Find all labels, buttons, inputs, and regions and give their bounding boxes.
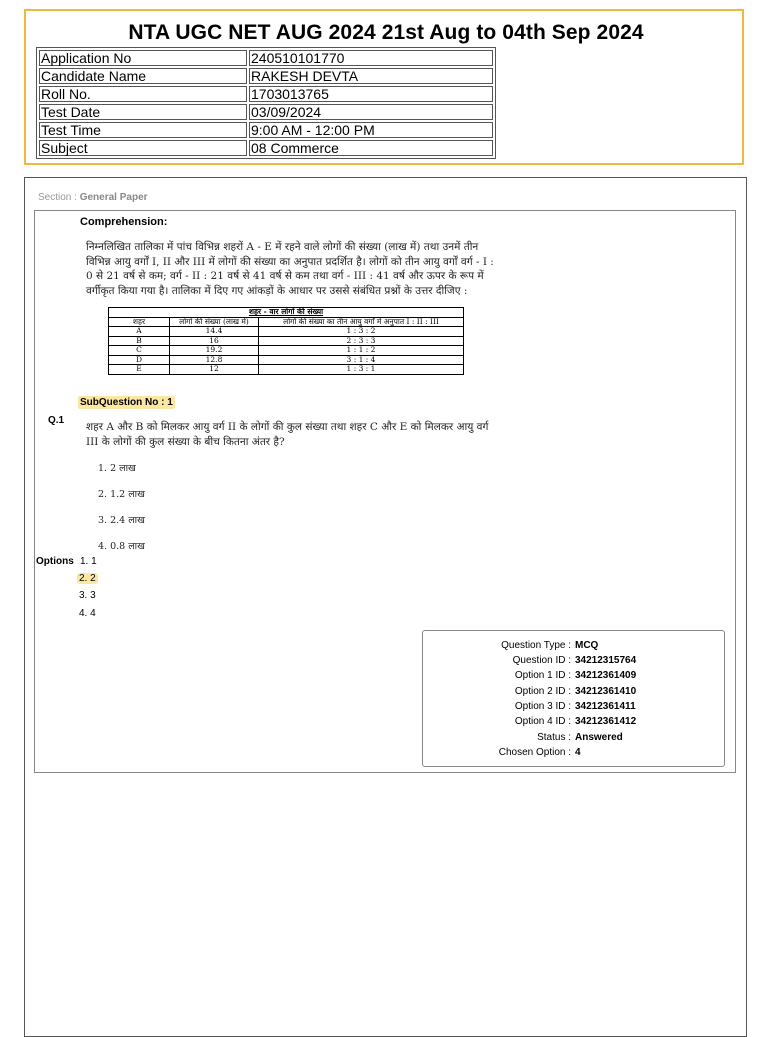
option-item: 4. 4 xyxy=(79,608,96,619)
meta-row xyxy=(422,639,725,652)
section-label xyxy=(38,192,148,203)
table-cell: D xyxy=(109,355,170,365)
table-cell: 14.4 xyxy=(170,327,259,337)
column-header: लोगों की संख्या (लाख में) xyxy=(170,317,259,327)
page-title: NTA UGC NET AUG 2024 21st Aug to 04th Sep 2024 xyxy=(128,21,644,44)
table-cell: 1 : 1 : 2 xyxy=(259,346,464,356)
meta-key: Question Type : xyxy=(501,640,571,651)
table-row xyxy=(39,86,493,102)
question-number: Q.1 xyxy=(48,415,65,426)
meta-value: 34212361409 xyxy=(575,670,637,681)
subquestion-badge: SubQuestion No : 1 xyxy=(80,397,173,408)
answer-choice-4: 4. 0.8 लाख xyxy=(98,541,145,552)
meta-value: 34212361412 xyxy=(575,716,637,727)
table-cell: 3 : 1 : 4 xyxy=(259,355,464,365)
info-key: Application No xyxy=(39,50,247,66)
info-value: 03/09/2024 xyxy=(249,104,493,120)
question-line: शहर A और B को मिलकर आयु वर्ग II के लोगों की कुल संख्या तथा शहर C और E को मिलकर आयु वर्ग xyxy=(86,421,489,433)
table-cell: 2 : 3 : 3 xyxy=(259,336,464,346)
info-value: RAKESH DEVTA xyxy=(249,68,493,84)
city-population-table xyxy=(108,307,464,375)
question-text xyxy=(86,420,526,449)
meta-value: 34212315764 xyxy=(575,655,637,666)
candidate-info-table xyxy=(36,47,496,159)
meta-row xyxy=(422,731,725,744)
meta-row xyxy=(422,715,725,728)
column-header: शहर xyxy=(109,317,170,327)
meta-row xyxy=(422,654,725,667)
meta-row xyxy=(422,746,725,759)
meta-key: Option 2 ID : xyxy=(514,686,571,697)
table-row xyxy=(109,327,464,337)
meta-key: Chosen Option : xyxy=(498,747,571,758)
table-row xyxy=(39,104,493,120)
table-cell: 1 : 3 : 1 xyxy=(259,365,464,375)
table-cell: 19.2 xyxy=(170,346,259,356)
answer-choice-2: 2. 1.2 लाख xyxy=(98,489,145,500)
meta-key: Option 4 ID : xyxy=(514,716,571,727)
option-item: 3. 3 xyxy=(79,590,96,601)
info-value: 08 Commerce xyxy=(249,140,493,156)
table-cell: C xyxy=(109,346,170,356)
info-key: Candidate Name xyxy=(39,68,247,84)
info-key: Subject xyxy=(39,140,247,156)
table-cell: 1 : 3 : 2 xyxy=(259,327,464,337)
meta-key: Question ID : xyxy=(512,655,571,666)
table-row xyxy=(39,68,493,84)
table-cell: B xyxy=(109,336,170,346)
passage-line: निम्नलिखित तालिका में पांच विभिन्न शहरों A - E में रहने वाले लोगों की संख्या (लाख में) तथा उनमें तीन xyxy=(86,241,479,253)
passage-line: विभिन्न आयु वर्गों I, II और III में लोगों की संख्या का अनुपात प्रदर्शित है। लोगों को तीन आयु वर्गों वर्ग - I : xyxy=(86,255,494,268)
table-row xyxy=(39,140,493,156)
question-line: III के लोगों की कुल संख्या के बीच कितना अंतर है? xyxy=(86,435,285,448)
passage-line: 0 से 21 वर्ष से कम; वर्ग - II : 21 वर्ष से 41 वर्ष से कम तथा वर्ग - III : 41 वर्ष और ऊपर के रूप में xyxy=(86,270,484,283)
option-item: 1. 1 xyxy=(80,556,97,567)
table-row xyxy=(39,122,493,138)
column-header: लोगों की संख्या का तीन आयु वर्गों में अनुपात I : II : III xyxy=(259,317,464,327)
header-panel xyxy=(24,9,744,165)
table-row xyxy=(109,346,464,356)
info-value: 240510101770 xyxy=(249,50,493,66)
meta-value: 4 xyxy=(575,747,581,758)
meta-key: Option 3 ID : xyxy=(514,701,571,712)
passage-line: वर्गीकृत किया गया है। तालिका में दिए गए आंकड़ों के आधार पर उससे संबंधित प्रश्नों के उत्तर दीजिए : xyxy=(86,284,468,297)
meta-key: Status : xyxy=(537,732,571,743)
table-cell: E xyxy=(109,365,170,375)
table-row xyxy=(109,365,464,375)
comprehension-label: Comprehension: xyxy=(80,216,168,228)
table-row xyxy=(39,50,493,66)
table-row xyxy=(109,355,464,365)
info-value: 9:00 AM - 12:00 PM xyxy=(249,122,493,138)
meta-value: 34212361410 xyxy=(575,686,637,697)
info-key: Test Date xyxy=(39,104,247,120)
table-caption: शहर - वार लोगों की संख्या xyxy=(109,308,464,318)
meta-row xyxy=(422,685,725,698)
table-caption-row xyxy=(109,308,464,318)
meta-row xyxy=(422,700,725,713)
table-cell: 12.8 xyxy=(170,355,259,365)
info-key: Test Time xyxy=(39,122,247,138)
meta-value: 34212361411 xyxy=(575,701,636,712)
meta-value: MCQ xyxy=(575,640,599,651)
table-cell: 12 xyxy=(170,365,259,375)
table-cell: 16 xyxy=(170,336,259,346)
table-cell: A xyxy=(109,327,170,337)
table-row xyxy=(109,336,464,346)
info-value: 1703013765 xyxy=(249,86,493,102)
meta-row xyxy=(422,669,725,682)
answer-choice-1: 1. 2 लाख xyxy=(98,463,136,474)
section-prefix: Section : xyxy=(38,192,80,203)
answer-choice-3: 3. 2.4 लाख xyxy=(98,515,145,526)
option-item-selected: 2. 2 xyxy=(79,573,96,584)
meta-value: Answered xyxy=(575,732,623,743)
info-key: Roll No. xyxy=(39,86,247,102)
comprehension-passage xyxy=(86,240,526,298)
options-label: Options xyxy=(36,556,74,567)
meta-key: Option 1 ID : xyxy=(514,670,571,681)
section-name: General Paper xyxy=(79,192,148,203)
table-header-row xyxy=(109,317,464,327)
